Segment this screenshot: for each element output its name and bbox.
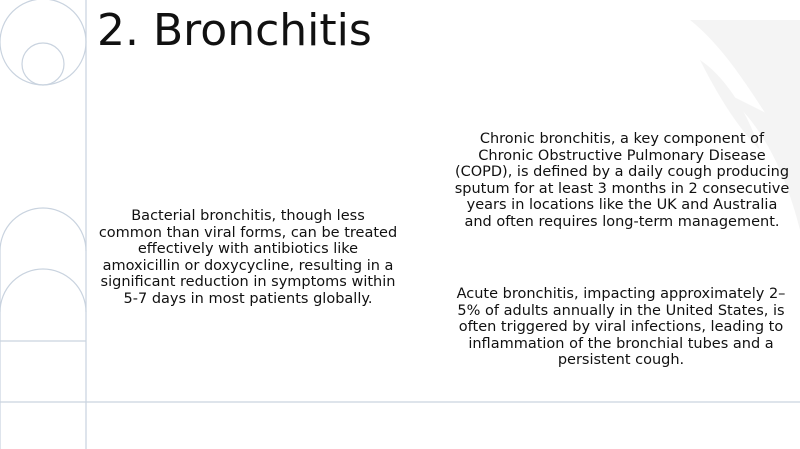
arch-lower <box>0 269 86 312</box>
arch-upper <box>0 208 86 251</box>
slide-title: 2. Bronchitis <box>97 5 372 56</box>
top-circle-small <box>22 43 64 85</box>
paragraph-acute-bronchitis: Acute bronchitis, impacting approximately 2–5% of adults annually in the United States, is often triggered by viral infections, leading to inflammation of the bronchial tubes and a persistent cough. <box>456 286 786 369</box>
paragraph-bacterial-bronchitis: Bacterial bronchitis, though less common than viral forms, can be treated effectively with antibiotics like amoxicillin or doxycycline, resulting in a significant reduction in symptoms within 5-7 days in most patients globally. <box>98 208 398 307</box>
paragraph-chronic-bronchitis: Chronic bronchitis, a key component of Chronic Obstructive Pulmonary Disease (COPD), is defined by a daily cough producing sputum for at least 3 months in 2 consecutive years in locations like the UK and Australia and often requires long-term management. <box>454 131 790 230</box>
